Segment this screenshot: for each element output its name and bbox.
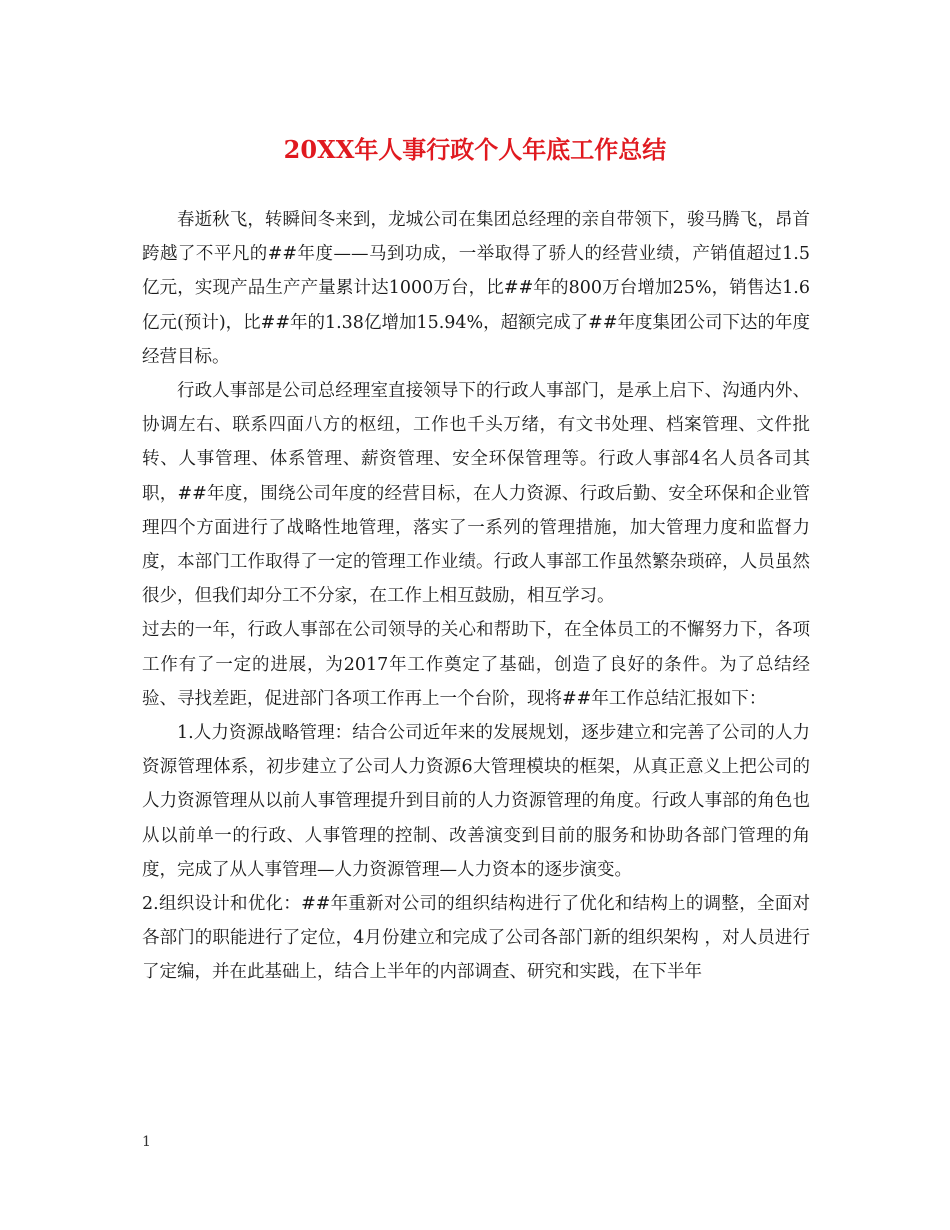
page-number: 1: [142, 1134, 151, 1150]
paragraph-past-year: 过去的一年，行政人事部在公司领导的关心和帮助下，在全体员工的不懈努力下，各项工作有了一定的进展，为2017年工作奠定了基础，创造了良好的条件。为了总结经验、寻找差距，促进部门各项工作再上一个台阶，现将##年工作总结汇报如下：: [142, 620, 810, 709]
paragraph-hr-strategy: 1.人力资源战略管理：结合公司近年来的发展规划，逐步建立和完善了公司的人力资源管理体系，初步建立了公司人力资源6大管理模块的框架，从真正意义上把公司的人力资源管理从以前人事管理提升到目前的人力资源管理的角度。行政人事部的角色也从以前单一的行政、人事管理的控制、改善演变到目前的服务和协助各部门管理的角度，完成了从人事管理—人力资源管理—人力资本的逐步演变。: [142, 723, 810, 880]
document-body: [142, 203, 810, 990]
paragraph-department-overview: 行政人事部是公司总经理室直接领导下的行政人事部门，是承上启下、沟通内外、协调左右、联系四面八方的枢纽，工作也千头万绪，有文书处理、档案管理、文件批转、人事管理、体系管理、薪资管理、安全环保管理等。行政人事部4名人员各司其职，##年度，围绕公司年度的经营目标，在人力资源、行政后勤、安全环保和企业管理四个方面进行了战略性地管理，落实了一系列的管理措施，加大管理力度和监督力度，本部门工作取得了一定的管理工作业绩。行政人事部工作虽然繁杂琐碎，人员虽然很少，但我们却分工不分家，在工作上相互鼓励，相互学习。: [142, 381, 810, 607]
document-title: 20XX年人事行政个人年底工作总结: [283, 135, 667, 164]
paragraph-intro: 春逝秋飞，转瞬间冬来到，龙城公司在集团总经理的亲自带领下，骏马腾飞，昂首跨越了不平凡的##年度——马到功成，一举取得了骄人的经营业绩，产销值超过1.5亿元，实现产品生产产量累计达1000万台，比##年的800万台增加25%，销售达1.6亿元(预计)，比##年的1.38亿增加15.94%，超额完成了##年度集团公司下达的年度经营目标。: [142, 210, 810, 367]
paragraph-org-design: 2.组织设计和优化：##年重新对公司的组织结构进行了优化和结构上的调整，全面对各部门的职能进行了定位，4月份建立和完成了公司各部门新的组织架构 ，对人员进行了定编，并在此基础上，结合上半年的内部调查、研究和实践，在下半年: [142, 894, 810, 983]
